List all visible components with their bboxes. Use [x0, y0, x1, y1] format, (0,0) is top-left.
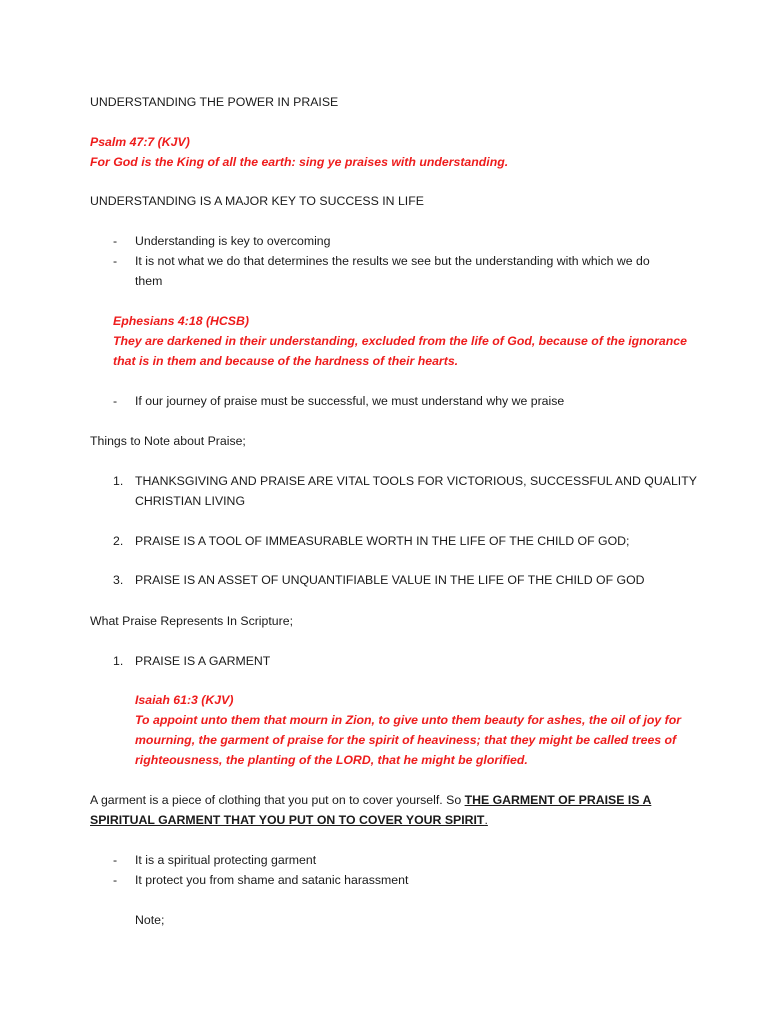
ephesians-reference: Ephesians 4:18 (HCSB)	[113, 314, 249, 328]
list-number-3: 3.	[113, 573, 124, 587]
psalm-text: For God is the King of all the earth: sing ye praises with understanding.	[90, 155, 509, 169]
garment-paragraph-line1	[90, 792, 651, 808]
list-number-2: 2.	[113, 534, 124, 548]
list-number-1: 1.	[113, 654, 124, 668]
garment-paragraph-line2	[90, 812, 488, 828]
ephesians-text-line2: that is in them and because of the hardness of their hearts.	[113, 354, 459, 368]
section-heading-understanding: UNDERSTANDING IS A MAJOR KEY TO SUCCESS IN LIFE	[90, 194, 424, 208]
bullet-results-line2: them	[135, 274, 163, 288]
note-2: PRAISE IS A TOOL OF IMMEASURABLE WORTH IN THE LIFE OF THE CHILD OF GOD;	[135, 534, 630, 548]
bullet-protecting: It is a spiritual protecting garment	[135, 853, 317, 867]
bullet-results-line1: It is not what we do that determines the results we see but the understanding with which we do	[135, 254, 650, 268]
bullet-journey: If our journey of praise must be successful, we must understand why we praise	[135, 394, 565, 408]
garment-paragraph-emphasis: THE GARMENT OF PRAISE IS A	[464, 793, 652, 807]
bullet-marker: -	[113, 234, 118, 248]
bullet-marker: -	[113, 254, 118, 268]
note-1-line1: THANKSGIVING AND PRAISE ARE VITAL TOOLS FOR VICTORIOUS, SUCCESSFUL AND QUALITY	[135, 474, 697, 488]
bullet-marker: -	[113, 394, 118, 408]
isaiah-text-line3: righteousness, the planting of the LORD, that he might be glorified.	[135, 753, 528, 767]
represents-1: PRAISE IS A GARMENT	[135, 654, 271, 668]
bullet-marker: -	[113, 853, 118, 867]
things-to-note-heading: Things to Note about Praise;	[90, 434, 246, 448]
bullet-marker: -	[113, 873, 118, 887]
garment-paragraph-plain: A garment is a piece of clothing that you put on to cover yourself. So	[90, 793, 465, 807]
document-title: UNDERSTANDING THE POWER IN PRAISE	[90, 95, 339, 109]
note-label: Note;	[135, 913, 165, 927]
isaiah-reference: Isaiah 61:3 (KJV)	[135, 693, 234, 707]
bullet-overcoming: Understanding is key to overcoming	[135, 234, 331, 248]
represents-heading: What Praise Represents In Scripture;	[90, 614, 293, 628]
garment-paragraph-end: .	[484, 813, 488, 827]
psalm-reference: Psalm 47:7 (KJV)	[90, 135, 190, 149]
note-1-line2: CHRISTIAN LIVING	[135, 494, 246, 508]
isaiah-text-line1: To appoint unto them that mourn in Zion, to give unto them beauty for ashes, the oil of joy for	[135, 713, 682, 727]
bullet-shame: It protect you from shame and satanic harassment	[135, 873, 409, 887]
list-number-1: 1.	[113, 474, 124, 488]
ephesians-text-line1: They are darkened in their understanding, excluded from the life of God, because of the ignorance	[113, 334, 687, 348]
isaiah-text-line2: mourning, the garment of praise for the spirit of heaviness; that they might be called trees of	[135, 733, 677, 747]
garment-paragraph-emphasis-cont: SPIRITUAL GARMENT THAT YOU PUT ON TO COVER YOUR SPIRIT	[90, 813, 485, 827]
note-3: PRAISE IS AN ASSET OF UNQUANTIFIABLE VALUE IN THE LIFE OF THE CHILD OF GOD	[135, 573, 645, 587]
